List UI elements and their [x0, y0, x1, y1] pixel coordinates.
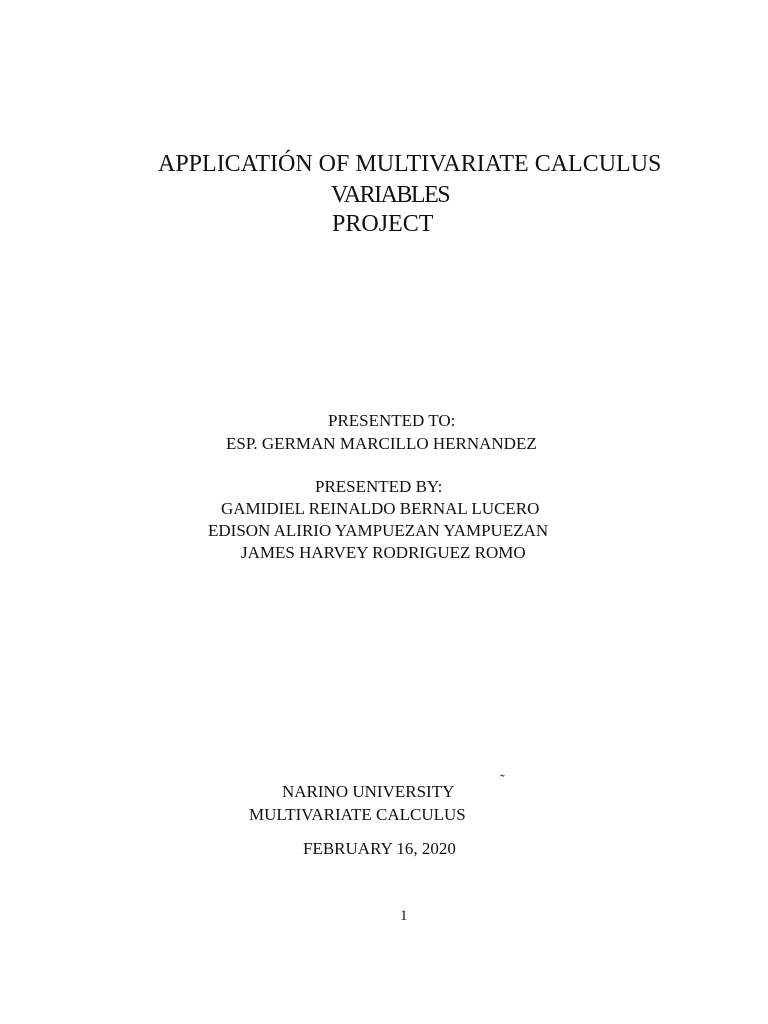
document-date: FEBRUARY 16, 2020	[303, 839, 456, 858]
title-line-2: VARIABLES	[331, 182, 450, 208]
tilde-accent: ˜	[500, 773, 505, 788]
title-line-1: APPLICATIÓN OF MULTIVARIATE CALCULUS	[158, 151, 662, 177]
author-3: JAMES HARVEY RODRIGUEZ ROMO	[241, 543, 526, 562]
presented-by-heading: PRESENTED BY:	[315, 477, 443, 496]
title-line-3: PROJECT	[332, 211, 434, 237]
presented-to-heading: PRESENTED TO:	[328, 411, 456, 430]
author-2: EDISON ALIRIO YAMPUEZAN YAMPUEZAN	[208, 521, 549, 540]
presented-to-name: ESP. GERMAN MARCILLO HERNANDEZ	[226, 434, 537, 453]
author-1: GAMIDIEL REINALDO BERNAL LUCERO	[221, 499, 540, 518]
page-number: 1	[400, 908, 408, 924]
course-name: MULTIVARIATE CALCULUS	[249, 805, 466, 824]
university-name: NARINO UNIVERSITY	[282, 782, 455, 801]
